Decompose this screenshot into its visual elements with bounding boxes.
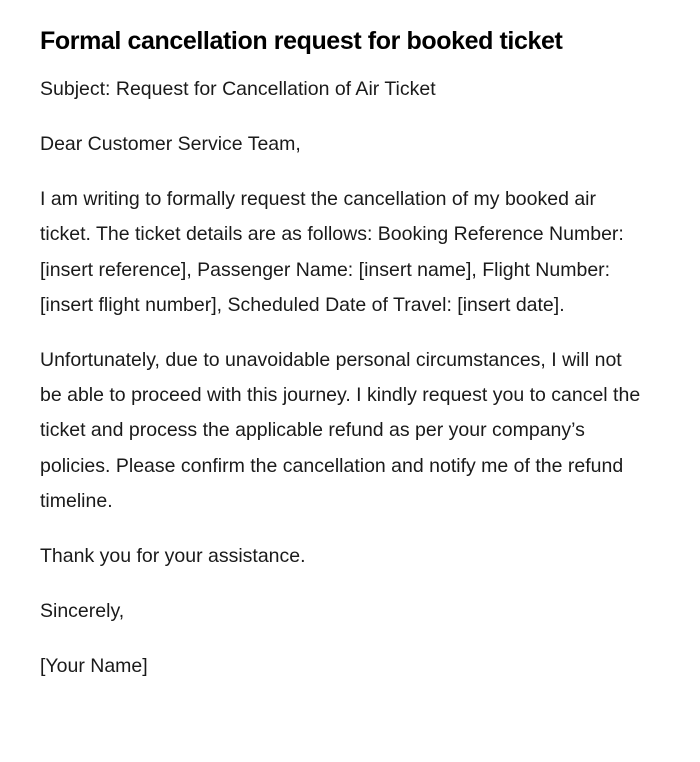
body-paragraph-details: I am writing to formally request the cancellation of my booked air ticket. The ticket details are as follows: Booking Reference Number: [insert reference], Passenger Name: [insert name], Flight Number: [insert flight number], Scheduled Date of Travel: [insert date]. <box>40 187 624 316</box>
subject-line: Subject: Request for Cancellation of Air Ticket <box>40 78 436 100</box>
salutation: Dear Customer Service Team, <box>40 132 301 155</box>
document-title: Formal cancellation request for booked ticket <box>40 27 563 55</box>
thanks-line: Thank you for your assistance. <box>40 545 306 568</box>
body-paragraph-request: Unfortunately, due to unavoidable personal circumstances, I will not be able to proceed with this journey. I kindly request you to cancel the ticket and process the applicable refund as per your company’s policies. Please confirm the cancellation and notify me of the refund timeline. <box>40 348 641 513</box>
signature: [Your Name] <box>40 654 148 677</box>
closing: Sincerely, <box>40 600 125 622</box>
